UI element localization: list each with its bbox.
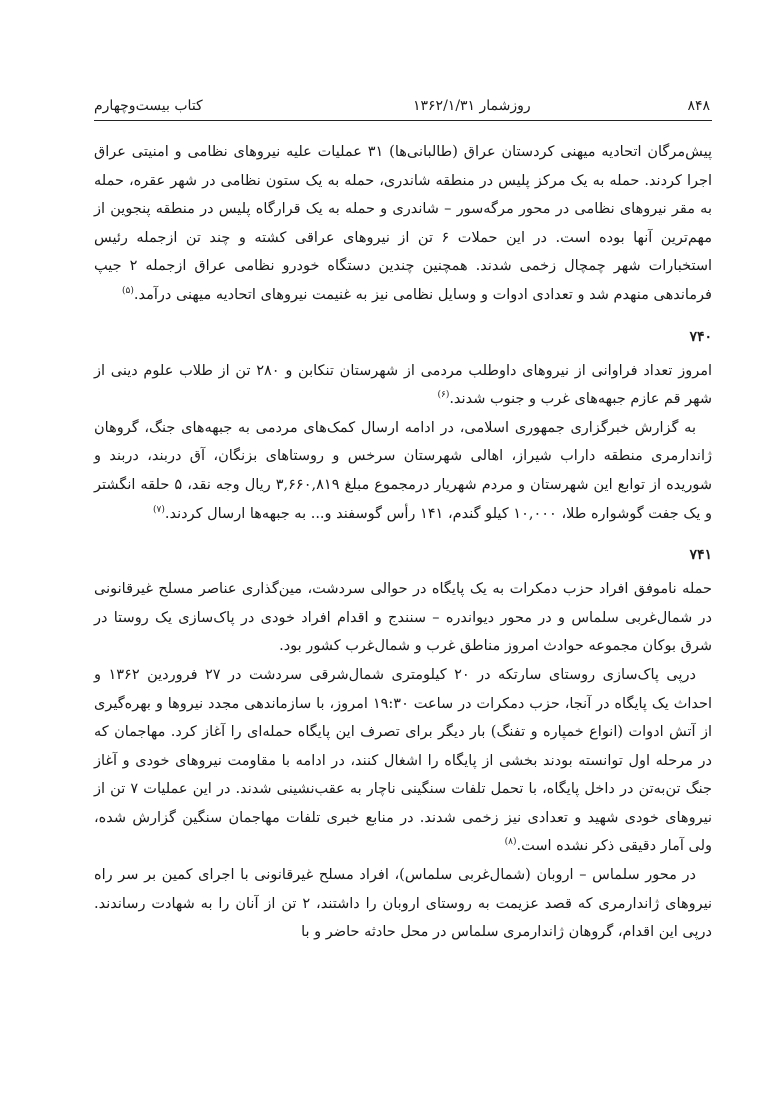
paragraph-text: به گزارش خبرگزاری جمهوری اسلامی، در ادامه ارسال کمک‌های مردمی به جبهه‌های جنگ، گروهان ژاندارمری منطقه داراب شیراز، اهالی شهرستان سرخس و روستاهای بزنگان، آق دربند، دربند و شوریده از توابع این شهرستان و مردم شهریار درمجموع مبلغ ۳,۶۶۰,۸۱۹ ریال وجه نقد، ۵ حلقه انگشتر و یک جفت گوشواره طلا، ۱۰,۰۰۰ کیلو گندم، ۱۴۱ رأس گوسفند و... به جبهه‌ها ارسال کردند. [94,419,712,522]
footnote-marker: (۸) [504,837,517,848]
footnote-marker: (۵) [122,286,134,297]
page-body [94,138,712,947]
paragraph-text: امروز تعداد فراوانی از نیروهای داوطلب مردمی از شهرستان تنکابن و ۲۸۰ تن از طلاب علوم دینی از شهر قم عازم جبهه‌های غرب و جنوب شدند. [94,362,712,408]
paragraph-text: درپی پاک‌سازی روستای سارتکه در ۲۰ کیلومتری شمال‌شرقی سردشت در ۲۷ فروردین ۱۳۶۲ و احداث یک پایگاه در آنجا، حزب دمکرات در ساعت ۱۹:۳۰ امروز، با سازماندهی مجدد نیروها و بهره‌گیری از آتش ادوات (انواع خمپاره و تفنگ) بار دیگر برای تصرف این پایگاه حمله‌ای را آغاز کرد. مهاجمان که در مرحله اول توانسته بودند بخشی از پایگاه را اشغال کنند، در ادامه با مقاومت نیروهای خودی و آغاز جنگ تن‌به‌تن در داخل پایگاه، با تحمل تلفات سنگینی ناچار به عقب‌نشینی شدند. در این عملیات ۷ تن از نیروهای خودی شهید و تعدادی نیز زخمی شدند. در منابع خبری تلفات مهاجمان سنگین گزارش شده، ولی آمار دقیقی ذکر نشده است. [94,666,712,855]
page-number: ۸۴۸ [687,98,710,114]
paragraph [94,861,712,947]
diary-date: روزشمار ۱۳۶۲/۱/۳۱ [413,98,531,114]
footnote-marker: (۷) [152,504,165,515]
paragraph [94,414,712,528]
paragraph [94,357,712,414]
paragraph-text: حمله ناموفق افراد حزب دمکرات به یک پایگاه در حوالی سردشت، مین‌گذاری عناصر مسلح غیرقانونی در شمال‌غربی سلماس و در محور دیواندره – سنندج و اقدام افراد خودی در پاک‌سازی یک روستا در شرق بوکان مجموعه حوادث امروز مناطق غرب و شمال‌غرب کشور بود. [94,581,712,655]
entry-number: ۷۴۰ [689,328,712,345]
paragraph [94,661,712,861]
paragraph-text: پیش‌مرگان اتحادیه میهنی کردستان عراق (طالبانی‌ها) ۳۱ عملیات علیه نیروهای نظامی و امنیتی عراق اجرا کردند. حمله به یک مرکز پلیس در منطقه شاندری، حمله به یک ستون نظامی در شهر عقره، حمله به مقر نیروهای نظامی در محور مرگه‌سور – شاندری و حمله به یک قرارگاه پلیس در منطقه پنجوین از مهم‌ترین آنها بوده است. در این حملات ۶ تن از نیروهای عراقی کشته و چند تن ازجمله رئیس استخبارات شهر چمچال زخمی شدند. همچنین چندین دستگاه خودرو نظامی عراق ازجمله ۲ جیپ فرماندهی منهدم شد و تعدادی ادوات و وسایل نظامی نیز به غنیمت نیروهای اتحادیه میهنی درآمد. [94,144,712,303]
paragraph [94,575,712,661]
opening-paragraph [94,138,712,310]
footnote-marker: (۶) [437,390,450,401]
paragraph-text: در محور سلماس – اروبان (شمال‌غربی سلماس)، افراد مسلح غیرقانونی با اجرای کمین بر سر راه نیروهای ژاندارمری که قصد عزیمت به روستای اروبان را داشتند، ۲ تن از آنان را به شهادت رساندند. درپی این اقدام، گروهان ژاندارمری سلماس در محل حادثه حاضر و با [94,867,712,941]
entry-number: ۷۴۱ [689,547,712,564]
running-header [94,92,712,121]
book-title: کتاب بیست‌وچهارم [94,98,203,114]
